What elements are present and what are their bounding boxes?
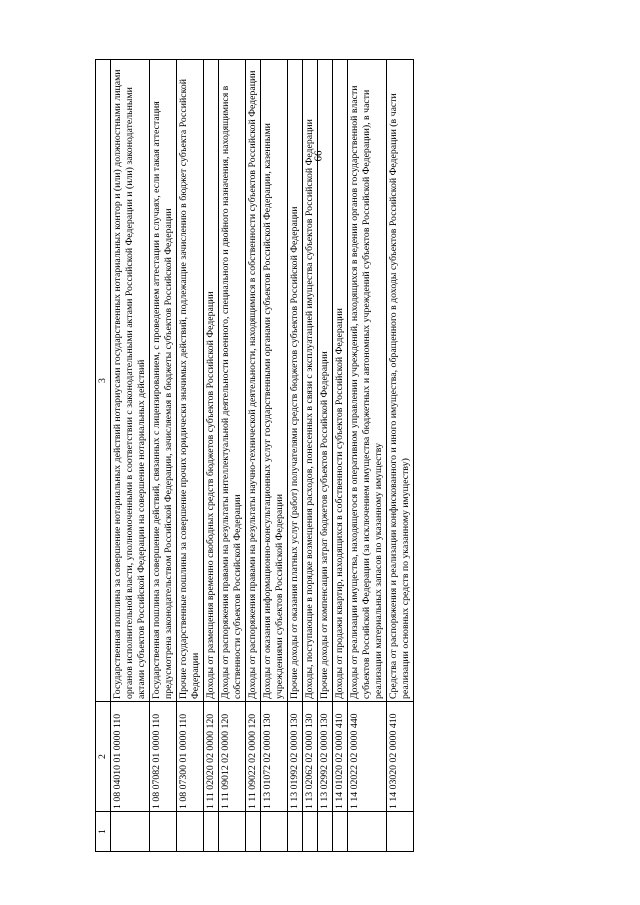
table-row — [177, 60, 204, 852]
revenue-description: Доходы от распоряжения правами на результаты интеллектуальной деятельности военного, специального и двойного назначения, находящимися в собственности субъектов Российской Федерации — [219, 60, 246, 702]
revenue-description: Прочие доходы от компенсации затрат бюджетов субъектов Российской Федерации — [318, 60, 333, 702]
row-number-cell — [288, 812, 303, 852]
revenue-code: 1 13 01992 02 0000 130 — [288, 702, 303, 812]
row-number-cell — [246, 812, 261, 852]
revenue-code: 1 11 09012 02 0000 120 — [219, 702, 246, 812]
page-number: 66 — [312, 150, 325, 162]
revenue-code: 1 14 01020 02 0000 410 — [333, 702, 348, 812]
table-row — [348, 60, 387, 852]
row-number-cell — [177, 812, 204, 852]
table-row — [303, 60, 318, 852]
header-col-2: 2 — [96, 702, 111, 812]
revenue-codes-table — [95, 59, 414, 852]
revenue-code: 1 08 07300 01 0000 110 — [177, 702, 204, 812]
revenue-code: 1 08 07082 01 0000 110 — [150, 702, 177, 812]
row-number-cell — [348, 812, 387, 852]
revenue-description: Средства от распоряжения и реализации конфискованного и иного имущества, обращенного в доходы субъектов Российской Федерации (в части реализации основных средств по указанному имуществу) — [387, 60, 414, 702]
row-number-cell — [333, 812, 348, 852]
table-row — [261, 60, 288, 852]
table-row — [246, 60, 261, 852]
revenue-description: Государственная пошлина за совершение нотариальных действий нотариусами государственных нотариальных контор и (или) должностными лицами органов исполнительной власти, уполномоченными в соответствии с законодательными актами Российской Федерации и (или) законодательными актами субъектов Российской Федерации на совершение нотариальных действий — [111, 60, 150, 702]
revenue-code: 1 14 02022 02 0000 440 — [348, 702, 387, 812]
revenue-code: 1 08 04010 01 0000 110 — [111, 702, 150, 812]
row-number-cell — [318, 812, 333, 852]
table-header-row — [96, 60, 111, 852]
revenue-description: Государственная пошлина за совершение действий, связанных с лицензированием, с проведением аттестации в случаях, если такая аттестация предусмотрена законодательством Российской Федерации, зачисляемая в бюджеты субъектов Российской Федерации — [150, 60, 177, 702]
row-number-cell — [204, 812, 219, 852]
row-number-cell — [261, 812, 288, 852]
revenue-description: Доходы от распоряжения правами на результаты научно-технической деятельности, находящимися в собственности субъектов Российской Федерации — [246, 60, 261, 702]
revenue-code: 1 11 02020 02 0000 120 — [204, 702, 219, 812]
table-row — [111, 60, 150, 852]
row-number-cell — [387, 812, 414, 852]
table-row — [288, 60, 303, 852]
table-row — [219, 60, 246, 852]
row-number-cell — [303, 812, 318, 852]
revenue-description: Доходы от продажи квартир, находящихся в собственности субъектов Российской Федерации — [333, 60, 348, 702]
row-number-cell — [219, 812, 246, 852]
header-col-1: 1 — [96, 812, 111, 852]
revenue-code: 1 13 02992 02 0000 130 — [318, 702, 333, 812]
table-row — [387, 60, 414, 852]
row-number-cell — [150, 812, 177, 852]
revenue-description: Доходы, поступающие в порядке возмещения расходов, понесенных в связи с эксплуатацией имущества субъектов Российской Федерации — [303, 60, 318, 702]
revenue-description: Доходы от размещения временно свободных средств бюджетов субъектов Российской Федерации — [204, 60, 219, 702]
table-row — [333, 60, 348, 852]
revenue-code: 1 14 03020 02 0000 410 — [387, 702, 414, 812]
header-col-3: 3 — [96, 60, 111, 702]
revenue-code: 1 13 02062 02 0000 130 — [303, 702, 318, 812]
revenue-code: 1 11 09022 02 0000 120 — [246, 702, 261, 812]
table-row — [204, 60, 219, 852]
revenue-code: 1 13 01072 02 0000 130 — [261, 702, 288, 812]
revenue-description: Прочие доходы от оказания платных услуг (работ) получателями средств бюджетов субъектов Российской Федерации — [288, 60, 303, 702]
revenue-description: Прочие государственные пошлины за совершение прочих юридически значимых действий, подлежащие зачислению в бюджет субъекта Российской Федерации — [177, 60, 204, 702]
revenue-description: Доходы от реализации имущества, находящегося в оперативном управлении учреждений, находящихся в ведении органов государственной власти субъектов Российской Федерации (за исключением имущества бюджетных и автономных учреждений субъектов Российской Федерации), в части реализации материальных запасов по указанному имуществу — [348, 60, 387, 702]
rotated-page — [95, 60, 565, 852]
row-number-cell — [111, 812, 150, 852]
table-row — [150, 60, 177, 852]
revenue-description: Доходы от оказания информационно-консультационных услуг государственными органами субъектов Российской Федерации, казенными учреждениями субъектов Российской Федерации — [261, 60, 288, 702]
table-row — [318, 60, 333, 852]
